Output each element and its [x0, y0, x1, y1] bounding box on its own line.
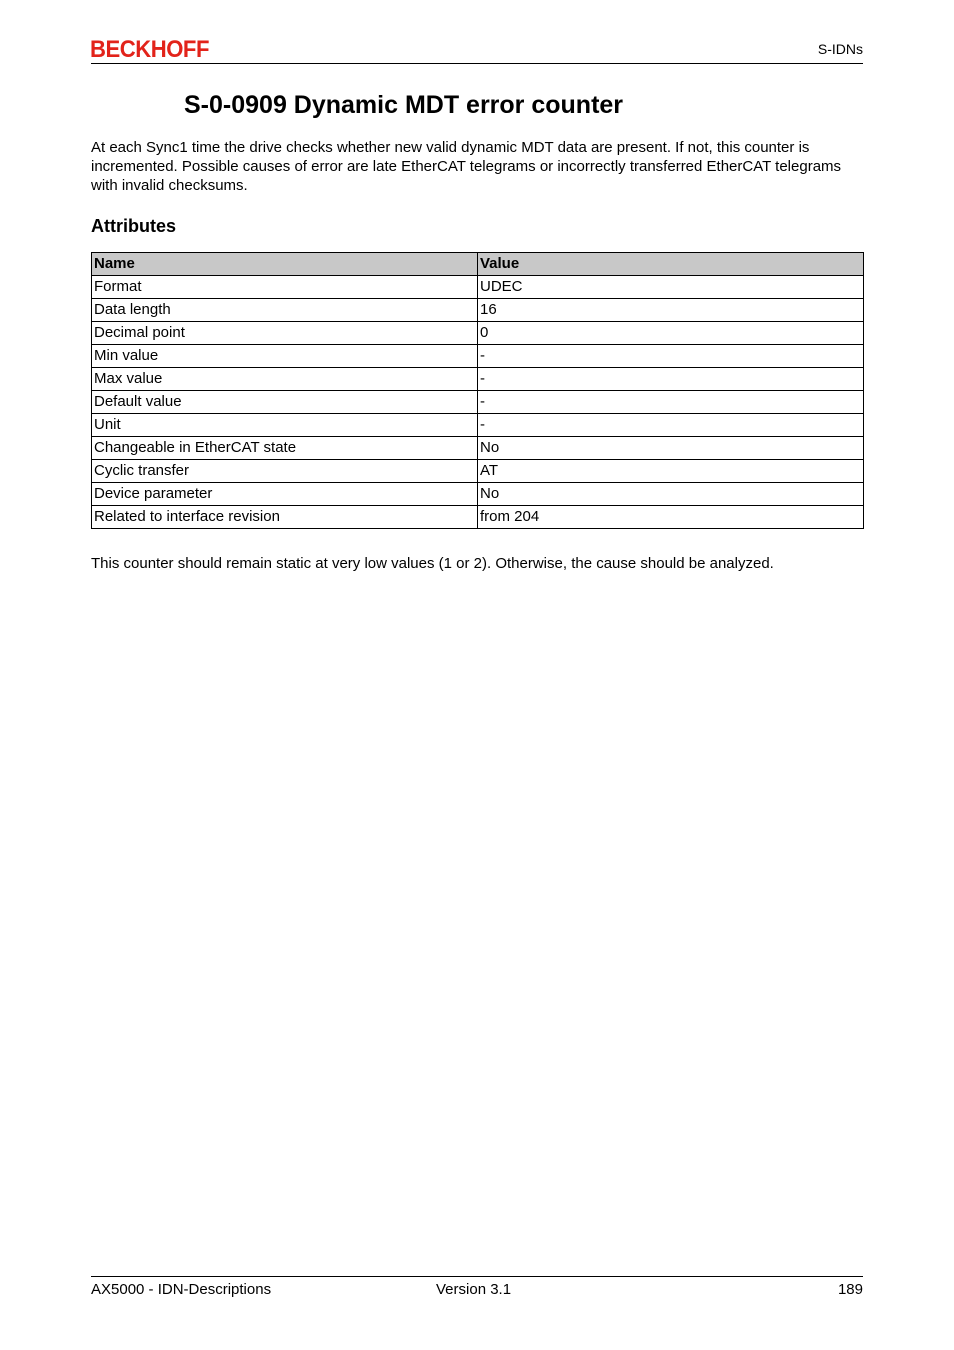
cell-name: Min value [92, 345, 478, 368]
cell-name: Device parameter [92, 483, 478, 506]
cell-name: Decimal point [92, 322, 478, 345]
column-header-name: Name [92, 253, 478, 276]
page-number: 189 [837, 1281, 863, 1298]
header-divider [91, 63, 863, 64]
table-row [92, 368, 864, 391]
cell-name: Max value [92, 368, 478, 391]
table-row [92, 322, 864, 345]
attributes-heading: Attributes [91, 216, 176, 236]
beckhoff-logo: BECKHOFF [90, 36, 209, 63]
page-title: S-0-0909 Dynamic MDT error counter [184, 91, 624, 119]
cell-value: 16 [478, 299, 864, 322]
cell-name: Changeable in EtherCAT state [92, 437, 478, 460]
section-label: S-IDNs [817, 41, 863, 57]
table-row [92, 437, 864, 460]
table-row [92, 276, 864, 299]
footer-divider [91, 1276, 863, 1277]
table-row [92, 345, 864, 368]
cell-name: Default value [92, 391, 478, 414]
cell-name: Data length [92, 299, 478, 322]
cell-value: 0 [478, 322, 864, 345]
cell-value: UDEC [478, 276, 864, 299]
table-header-row [92, 253, 864, 276]
cell-name: Format [92, 276, 478, 299]
table-row [92, 299, 864, 322]
table-row [92, 414, 864, 437]
cell-value: from 204 [478, 506, 864, 529]
footer-document-title: AX5000 - IDN-Descriptions [91, 1281, 272, 1298]
cell-name: Cyclic transfer [92, 460, 478, 483]
table-row [92, 460, 864, 483]
intro-paragraph: At each Sync1 time the drive checks whether new valid dynamic MDT data are present. If not, this counter is incremented. Possible causes of error are late EtherCAT telegrams or incorrectly transferred EtherCAT telegrams with invalid checksums. [91, 139, 842, 194]
cell-value: No [478, 437, 864, 460]
cell-value: - [478, 368, 864, 391]
table-row [92, 483, 864, 506]
cell-value: - [478, 391, 864, 414]
cell-value: - [478, 345, 864, 368]
table-row [92, 506, 864, 529]
cell-name: Unit [92, 414, 478, 437]
cell-value: No [478, 483, 864, 506]
column-header-value: Value [478, 253, 864, 276]
cell-name: Related to interface revision [92, 506, 478, 529]
attributes-table [91, 252, 864, 529]
table-row [92, 391, 864, 414]
note-paragraph: This counter should remain static at very low values (1 or 2). Otherwise, the cause should be analyzed. [91, 555, 774, 572]
cell-value: - [478, 414, 864, 437]
cell-value: AT [478, 460, 864, 483]
footer-version: Version 3.1 [436, 1281, 512, 1298]
